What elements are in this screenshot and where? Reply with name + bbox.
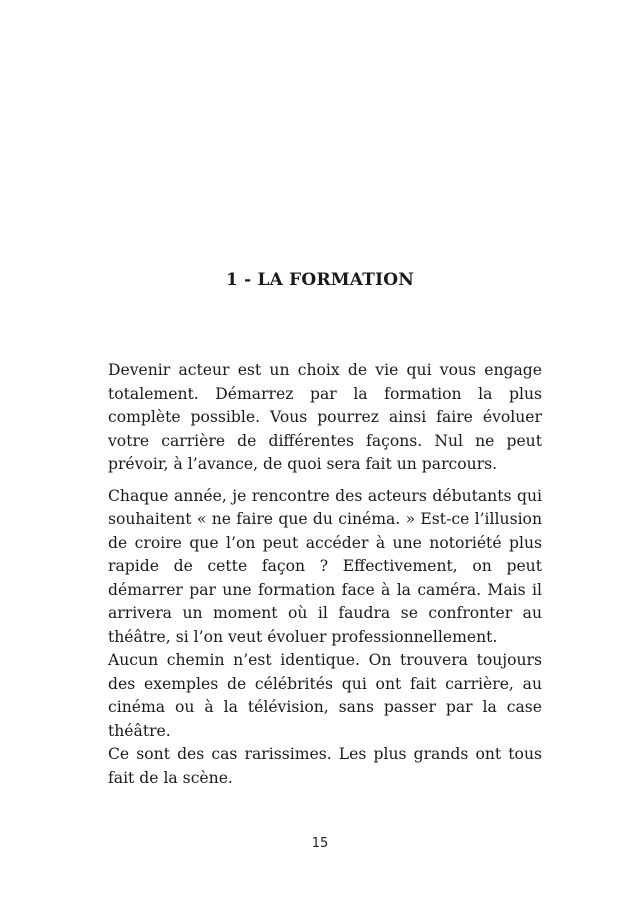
page-number: 15 — [311, 836, 329, 851]
paragraph: Aucun chemin n’est identique. On trouvera toujours des exemples de célébrités qui ont fait carrière, au cinéma ou à la télévision, sans passer par la case théâtre. — [108, 651, 542, 740]
body-text — [108, 359, 542, 790]
paragraph: Devenir acteur est un choix de vie qui vous engage totalement. Démarrez par la formation la plus complète possible. Vous pourrez ainsi faire évoluer votre carrière de différentes façons. Nul ne peut prévoir, à l’avance, de quoi sera fait un parcours. — [108, 361, 542, 473]
paragraph: Chaque année, je rencontre des acteurs débutants qui souhaitent « ne faire que du cinéma. » Est-ce l’illusion de croire que l’on peut accéder à une notoriété plus rapide de cette façon ? Effectivement, on peut démarrer par une formation face à la caméra. Mais il arrivera un moment où il faudra se confronter au théâtre, si l’on veut évoluer professionnellement. — [108, 486, 542, 646]
chapter-title: 1 - LA FORMATION — [225, 270, 415, 290]
paragraph: Ce sont des cas rarissimes. Les plus grands ont tous fait de la scène. — [108, 745, 542, 787]
